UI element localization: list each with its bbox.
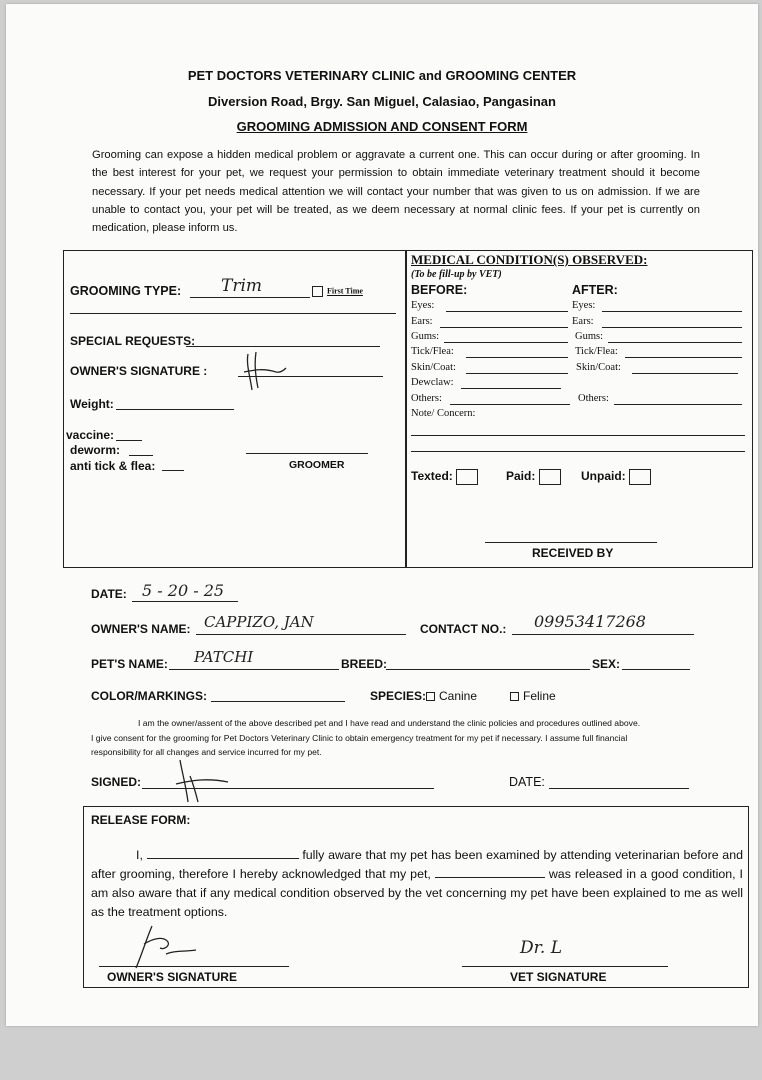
owner-name-label: OWNER'S NAME: <box>91 622 191 636</box>
owner-name-line <box>196 634 406 635</box>
owner-signature-scribble <box>238 348 288 394</box>
after-label: AFTER: <box>572 283 618 297</box>
release-pet-blank[interactable] <box>435 867 545 878</box>
sex-line <box>622 669 690 670</box>
first-time-label: First Time <box>327 286 363 296</box>
pet-name-value[interactable]: PATCHI <box>194 648 254 666</box>
texted-checkbox[interactable] <box>456 469 478 485</box>
breed-label: BREED: <box>341 657 388 671</box>
feline-checkbox[interactable] <box>510 692 519 701</box>
medical-title: MEDICAL CONDITION(S) OBSERVED: <box>411 252 648 267</box>
special-requests-label: SPECIAL REQUESTS: <box>70 334 196 348</box>
before-others-line <box>450 404 570 405</box>
after-gums-line <box>608 342 742 343</box>
before-gums-line <box>444 342 568 343</box>
grooming-type-value[interactable]: Trim <box>221 276 263 296</box>
after-ears-line <box>602 327 742 328</box>
before-tick-line <box>466 357 568 358</box>
contact-label: CONTACT NO.: <box>420 622 507 636</box>
note-label: Note/ Concern: <box>411 408 476 419</box>
after-gums-label: Gums: <box>575 331 604 342</box>
anti-tick-label: anti tick & flea: <box>70 459 156 473</box>
special-requests-line <box>186 346 380 347</box>
paid-text: Paid: <box>506 469 536 484</box>
before-gums-label: Gums: <box>411 331 440 342</box>
unpaid-checkbox[interactable] <box>629 469 651 485</box>
release-text-1: I, <box>136 848 143 862</box>
before-others-label: Others: <box>411 393 442 404</box>
owner-name-value[interactable]: CAPPIZO, JAN <box>204 613 314 631</box>
intro-paragraph: Grooming can expose a hidden medical problem or aggravate a current one. This can occur during or after grooming. In the best interest for your pet, we request your permission to obtain immediate veterinary treatment should it become necessary. If your pet needs medical attention we will contact your number that was given to us on admission. If we are unable to contact you, your pet will be treated, as we deem necessary at normal clinic fees. If your pet is currently on medication, please inform us. <box>92 149 700 235</box>
date-value[interactable]: 5 - 20 - 25 <box>142 581 225 600</box>
deworm-label: deworm: <box>70 443 121 457</box>
signed-date-label: DATE: <box>509 775 545 789</box>
grooming-type-label: GROOMING TYPE: <box>70 284 182 298</box>
species-label: SPECIES: <box>370 689 427 703</box>
canine-label: Canine <box>439 689 478 703</box>
before-dewclaw-line <box>461 388 561 389</box>
deworm-line <box>129 455 153 456</box>
texted-label[interactable] <box>411 469 478 485</box>
first-time-option[interactable] <box>312 286 363 297</box>
consent-line-2: I give consent for the grooming for Pet Doctors Veterinary Clinic to obtain emergency treatment for my pet if necessary. I assume full financial <box>91 733 628 743</box>
anti-tick-line <box>162 470 184 471</box>
weight-label: Weight: <box>70 397 114 411</box>
feline-option[interactable] <box>510 689 556 703</box>
after-tick-label: Tick/Flea: <box>575 346 618 357</box>
date-label: DATE: <box>91 587 127 601</box>
received-by-label: RECEIVED BY <box>532 546 614 560</box>
owner-signature-label: OWNER'S SIGNATURE : <box>70 364 208 378</box>
before-eyes-line <box>446 311 568 312</box>
before-ears-line <box>440 327 568 328</box>
signed-date-line <box>549 788 689 789</box>
vaccine-line <box>116 440 142 441</box>
date-line <box>132 601 238 602</box>
signed-signature-scribble <box>172 756 232 806</box>
release-owner-sig-label: OWNER'S SIGNATURE <box>107 970 237 984</box>
clinic-name: PET DOCTORS VETERINARY CLINIC and GROOMING CENTER <box>187 68 577 83</box>
before-eyes-label: Eyes: <box>411 300 435 311</box>
after-others-line <box>614 404 742 405</box>
pet-name-line <box>169 669 339 670</box>
release-name-blank[interactable] <box>147 848 299 859</box>
before-tick-label: Tick/Flea: <box>411 346 454 357</box>
release-text-3: was released in a good condition, I am also aware that if any medical condition observed by the vet concerning my pet have been explained to me as well as the treatment options. <box>91 867 743 919</box>
texted-text: Texted: <box>411 469 453 484</box>
after-eyes-label: Eyes: <box>572 300 596 311</box>
before-ears-label: Ears: <box>411 316 433 327</box>
received-by-line <box>485 542 657 543</box>
after-ears-label: Ears: <box>572 316 594 327</box>
contact-line <box>512 634 694 635</box>
note-line-1 <box>411 435 745 436</box>
sex-label: SEX: <box>592 657 621 671</box>
release-owner-sig-line <box>99 966 289 967</box>
color-line <box>211 701 345 702</box>
grooming-extra-line <box>70 313 396 314</box>
groomer-line <box>246 453 368 454</box>
release-text-2: fully aware that my pet has been examined by attending veterinarian before and after grooming, therefore I hereby acknowledged that my pet, <box>91 848 743 881</box>
form-sheet <box>6 4 758 1026</box>
consent-line-3: responsibility for all changes and service incurred for my pet. <box>91 747 322 757</box>
after-tick-line <box>625 357 742 358</box>
before-label: BEFORE: <box>411 283 468 297</box>
before-skin-label: Skin/Coat: <box>411 362 456 373</box>
color-label: COLOR/MARKINGS: <box>91 689 207 703</box>
release-paragraph <box>91 846 743 922</box>
after-others-label: Others: <box>578 393 609 404</box>
release-owner-signature-scribble <box>124 920 204 970</box>
breed-line <box>386 669 590 670</box>
after-skin-line <box>632 373 738 374</box>
paid-checkbox[interactable] <box>539 469 561 485</box>
signed-label: SIGNED: <box>91 775 142 789</box>
after-eyes-line <box>602 311 742 312</box>
clinic-address: Diversion Road, Brgy. San Miguel, Calasiao, Pangasinan <box>208 94 556 109</box>
before-dewclaw-label: Dewclaw: <box>411 377 454 388</box>
vet-sig-label: VET SIGNATURE <box>510 970 607 984</box>
unpaid-label[interactable] <box>581 469 651 485</box>
groomer-label: GROOMER <box>289 459 345 471</box>
weight-line <box>116 409 234 410</box>
medical-subtitle: (To be fill-up by VET) <box>411 269 502 280</box>
release-title: RELEASE FORM: <box>91 813 191 827</box>
canine-checkbox[interactable] <box>426 692 435 701</box>
unpaid-text: Unpaid: <box>581 469 626 484</box>
consent-line-1: I am the owner/assent of the above described pet and I have read and understand the clinic policies and procedures outlined above. <box>138 718 641 728</box>
paid-label[interactable] <box>506 469 561 485</box>
grooming-type-line <box>190 297 310 298</box>
pet-name-label: PET'S NAME: <box>91 657 168 671</box>
after-skin-label: Skin/Coat: <box>576 362 621 373</box>
first-time-checkbox[interactable] <box>312 286 323 297</box>
form-title: GROOMING ADMISSION AND CONSENT FORM <box>236 119 528 134</box>
vet-sig-line <box>462 966 668 967</box>
note-line-2 <box>411 451 745 452</box>
before-skin-line <box>466 373 568 374</box>
vaccine-label: vaccine: <box>66 428 115 442</box>
canine-option[interactable] <box>426 689 477 703</box>
vet-signature-value[interactable]: Dr. L <box>520 938 562 958</box>
feline-label: Feline <box>523 689 556 703</box>
contact-value[interactable]: 09953417268 <box>534 612 646 631</box>
